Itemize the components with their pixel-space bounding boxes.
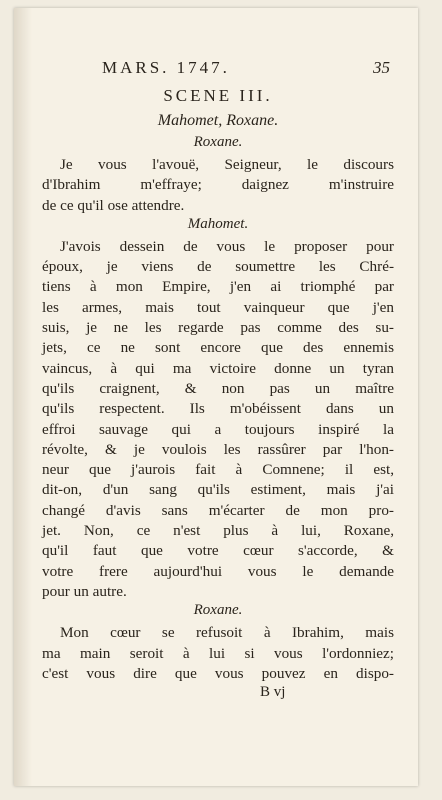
- running-head: MARS. 1747.: [102, 58, 230, 77]
- text-line: qu'il faut que votre cœur s'accorde, &: [42, 542, 394, 560]
- page-text: [42, 58, 394, 704]
- speaker-label: Roxane.: [193, 602, 243, 619]
- text-line: dit-on, d'un sang qu'ils estiment, mais j'ai: [42, 481, 394, 499]
- text-line: neur que j'aurois fait à Comnene; il est,: [42, 461, 394, 479]
- text-line: pour un autre.: [42, 582, 127, 600]
- text-line: suis, je ne les regarde pas comme des su-: [42, 319, 394, 337]
- signature-mark: B vj: [260, 684, 286, 701]
- text-line: vaincus, à qui ma victoire donne un tyran: [42, 359, 394, 377]
- text-line: votre frere aujourd'hui vous le demande: [42, 562, 394, 580]
- text-line: J'avois dessein de vous le proposer pour: [60, 237, 394, 255]
- speech-paragraph: [42, 623, 394, 684]
- text-line: ma main seroit à lui si vous l'ordonniez;: [42, 644, 394, 662]
- speech-paragraph: [42, 237, 394, 602]
- text-line: qu'ils respectent. Ils m'obéissent dans un: [42, 400, 394, 418]
- text-line: changé d'avis sans m'écarter de mon pro-: [42, 501, 394, 519]
- text-line: c'est vous dire que vous pouvez en dispo-: [42, 664, 394, 682]
- page-number: 35: [373, 58, 390, 77]
- speech-paragraph: [42, 155, 394, 216]
- text-line: les armes, mais tout vainqueur que j'en: [42, 298, 394, 316]
- scene-characters: Mahomet, Roxane.: [157, 112, 279, 129]
- text-line: d'Ibrahim m'effraye; daignez m'instruire: [42, 176, 394, 194]
- text-line: qu'ils craignent, & non pas un maître: [42, 379, 394, 397]
- text-line: jet. Non, ce n'est plus à lui, Roxane,: [42, 522, 394, 540]
- text-line: époux, je viens de soumettre les Chré-: [42, 258, 394, 276]
- page-header: [42, 58, 394, 82]
- text-line: Je vous l'avouë, Seigneur, le discours: [60, 156, 394, 173]
- speaker-label: Mahomet.: [187, 215, 249, 232]
- text-line: révolte, & je voulois les rassûrer par l'hon-: [42, 440, 394, 458]
- text-line: de ce qu'il ose attendre.: [42, 196, 185, 214]
- text-line: jets, ce ne sont encore que des ennemis: [42, 339, 394, 357]
- text-line: effroi sauvage qui a toujours inspiré la: [42, 420, 394, 438]
- text-line: Mon cœur se refusoit à Ibrahim, mais: [60, 624, 394, 642]
- page-gutter-shadow: [14, 8, 32, 786]
- scene-title: SCENE III.: [163, 86, 273, 105]
- speaker-label: Roxane.: [193, 134, 243, 150]
- text-line: tiens à mon Empire, j'en ai triomphé par: [42, 278, 394, 296]
